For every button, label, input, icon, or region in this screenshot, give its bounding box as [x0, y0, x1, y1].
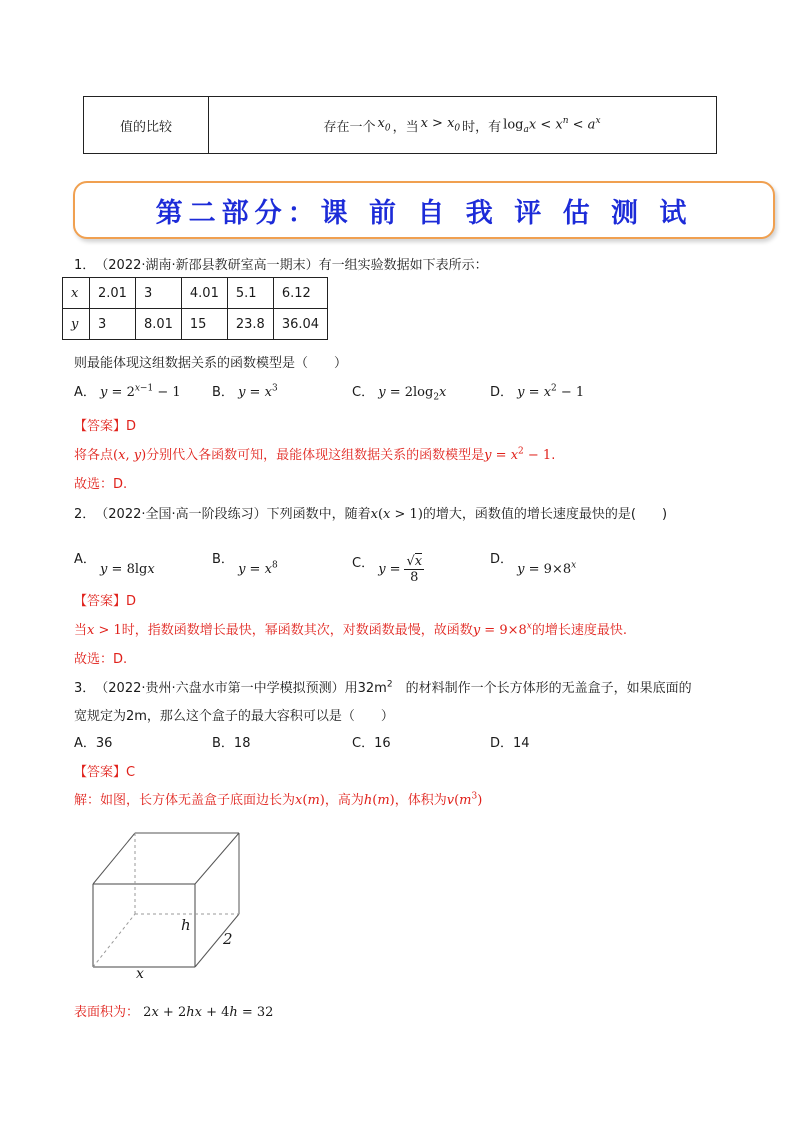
q2-answer: 【答案】D: [74, 594, 137, 609]
q1-choose: 故选：D.: [74, 477, 128, 492]
q3-stem-line2: 宽规定为2m，那么这个盒子的最大容积可以是（ ）: [74, 709, 394, 724]
table-cell: 5.1: [227, 278, 273, 309]
q2-stem: 2． （2022·全国·高一阶段练习）下列函数中，随着x(x > 1)的增大，函数值的增长速度最快的是( ): [74, 507, 668, 522]
q2-option-b[interactable]: B． $y = x^8$: [212, 552, 278, 577]
q1-option-d[interactable]: D． $y = x^2 - 1$: [490, 383, 585, 400]
table-cell: 8.01: [135, 309, 181, 340]
comparison-label: 值的比较: [84, 97, 209, 153]
table-cell: 36.04: [273, 309, 327, 340]
table-cell: 4.01: [181, 278, 227, 309]
q3-option-d[interactable]: D．14: [490, 736, 530, 751]
q3-option-b[interactable]: B．18: [212, 736, 251, 751]
table-row: x 2.01 3 4.01 5.1 6.12: [63, 278, 328, 309]
q1-option-c[interactable]: C． $y = 2\log_2x$: [352, 385, 447, 403]
q3-answer: 【答案】C: [74, 765, 136, 780]
label-h: h: [181, 916, 191, 934]
comparison-table: [83, 96, 717, 154]
q1-explanation: 将各点(x, y)分别代入各函数可知，最能体现这组数据关系的函数模型是$y = x^2 - 1$.: [74, 446, 556, 463]
table-cell: 3: [135, 278, 181, 309]
table-cell: 23.8: [227, 309, 273, 340]
hidden-edge-diagonal: [93, 914, 135, 967]
table-cell: 15: [181, 309, 227, 340]
comparison-content: 存在一个 $x_0$ ，当 $x > x_0$ 时，有 $\log_ax < x^n < a^x$: [323, 115, 601, 135]
q2-option-a[interactable]: A． y = 8lgx: [74, 552, 155, 577]
q3-option-a[interactable]: A．36: [74, 736, 113, 751]
q3-explanation: 解：如图，长方体无盖盒子底面边长为x(m)，高为h(m)，体积为$v(m^3)$: [74, 791, 483, 808]
section-title: 第二部分：课 前 自 我 评 估 测 试: [155, 197, 693, 229]
q3-option-c[interactable]: C．16: [352, 736, 391, 751]
q2-choose: 故选：D.: [74, 652, 128, 667]
q1-ask: 则最能体现这组数据关系的函数模型是（ ）: [74, 356, 348, 371]
q2-option-c[interactable]: C． y = √x 8: [352, 554, 423, 585]
table-cell: 2.01: [90, 278, 136, 309]
section-banner: [73, 181, 775, 239]
q3-surface: 表面积为： 2x + 2hx + 4h = 32: [74, 1005, 274, 1020]
q3-stem-line1: 3． （2022·贵州·六盘水市第一中学模拟预测）用$32m^2$ 的材料制作一个长方体形的无盖盒子，如果底面的: [74, 679, 692, 696]
label-x: x: [136, 966, 144, 980]
q1-answer: 【答案】D: [74, 419, 137, 434]
edge-top-left: [93, 833, 135, 884]
edge-top-right: [195, 833, 239, 884]
q1-option-b[interactable]: B． $y = x^3$: [212, 383, 278, 400]
q1-stem: 1． （2022·湖南·新邵县教研室高一期末）有一组实验数据如下表所示：: [74, 258, 488, 273]
table-row: y 3 8.01 15 23.8 36.04: [63, 309, 328, 340]
label-2: 2: [223, 930, 233, 948]
q2-option-d[interactable]: D． $y = 9\times 8^x$: [490, 552, 577, 577]
table-cell: 3: [90, 309, 136, 340]
q1-data-table: [62, 277, 328, 340]
table-cell: 6.12: [273, 278, 327, 309]
q2-explanation: 当x > 1时，指数函数增长最快，幂函数其次，对数函数最慢，故函数$y = 9\times 8^x$的增长速度最快.: [74, 621, 627, 638]
cuboid-figure: [80, 820, 260, 980]
q1-option-a[interactable]: A． $y = 2^{x-1} - 1$: [74, 383, 181, 400]
